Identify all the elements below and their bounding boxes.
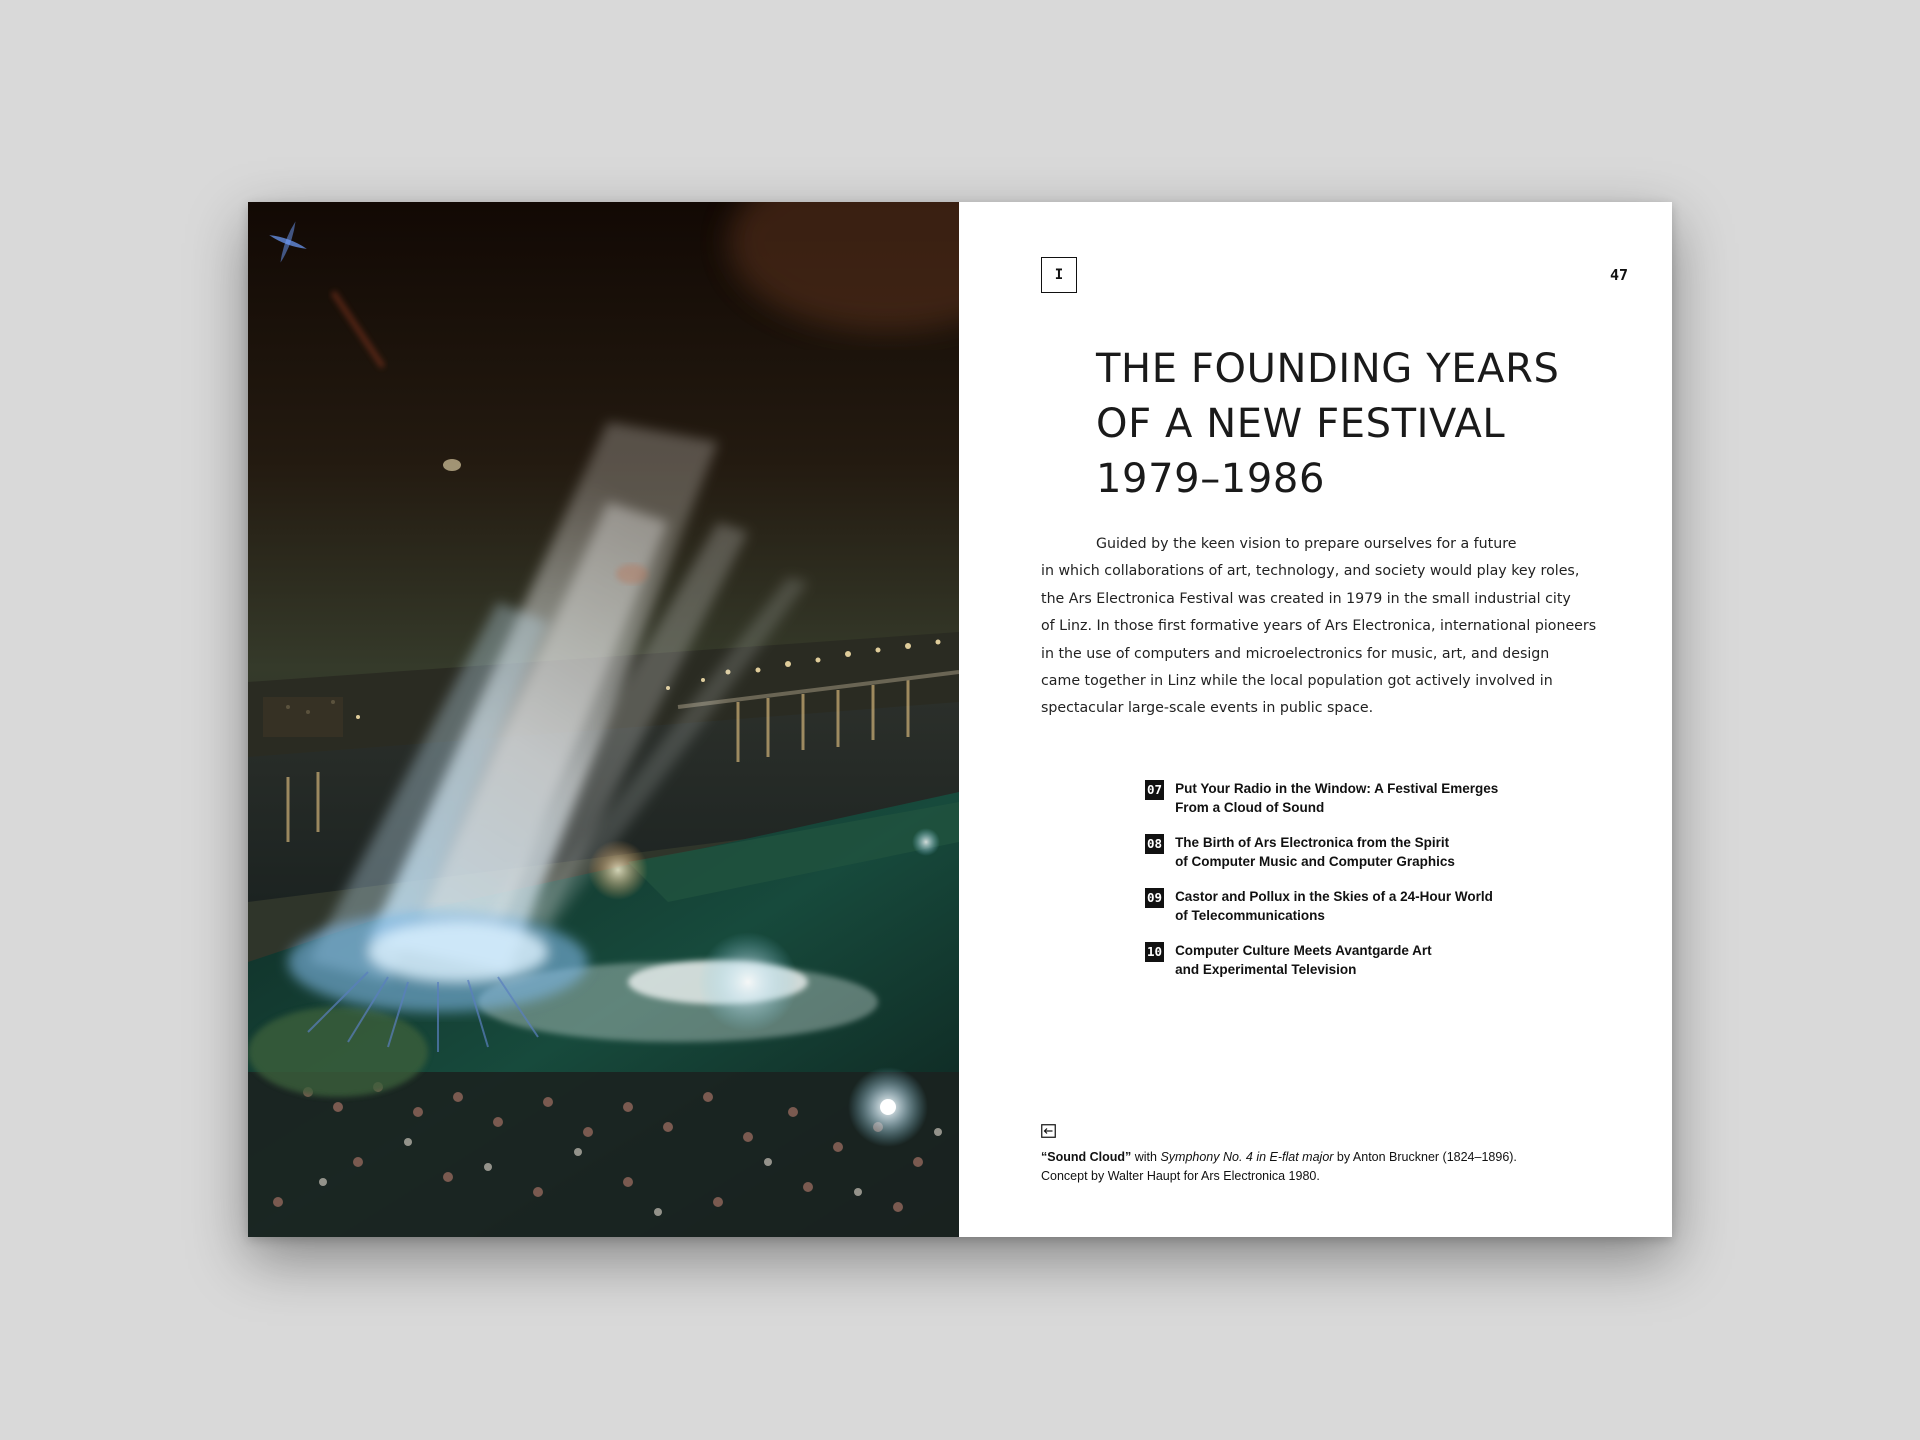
chapter-title (1096, 342, 1616, 507)
chapter-item-10 (1145, 942, 1565, 979)
chapter-item-09 (1145, 888, 1565, 925)
caption-line-2: Concept by Walter Haupt for Ars Electronica 1980. (1041, 1168, 1320, 1183)
intro-line: Guided by the keen vision to prepare ourselves for a future (1096, 536, 1517, 552)
title-line: THE FOUNDING YEARS (1096, 346, 1560, 392)
intro-line: the Ars Electronica Festival was created in 1979 in the small industrial city (1041, 590, 1571, 607)
chapter-title-line: The Birth of Ars Electronica from the Spirit (1175, 835, 1450, 850)
title-line: OF A NEW FESTIVAL (1096, 401, 1506, 447)
text-page (959, 202, 1672, 1237)
chapter-item-title (1175, 780, 1498, 817)
chapter-title-line: of Computer Music and Computer Graphics (1175, 853, 1455, 869)
intro-paragraph (1041, 531, 1601, 723)
arrow-left-icon (1041, 1124, 1056, 1138)
chapter-title-line: of Telecommunications (1175, 907, 1325, 923)
chapter-list (1145, 780, 1565, 996)
page-number: 47 (1609, 266, 1628, 284)
chapter-title-line: Computer Culture Meets Avantgarde Art (1175, 943, 1432, 958)
chapter-number-badge: 10 (1145, 942, 1164, 962)
intro-line: came together in Linz while the local population got actively involved in (1041, 673, 1553, 690)
chapter-title-line: From a Cloud of Sound (1175, 799, 1325, 815)
section-marker: I (1041, 257, 1077, 293)
intro-line: of Linz. In those first formative years of Ars Electronica, international pioneers (1041, 618, 1597, 635)
title-line: 1979–1986 (1096, 456, 1325, 502)
chapter-item-title (1175, 834, 1455, 871)
book-spread (248, 202, 1672, 1237)
festival-photo (248, 202, 959, 1237)
chapter-number-badge: 09 (1145, 888, 1164, 908)
chapter-number-badge: 07 (1145, 780, 1164, 800)
chapter-title-line: Put Your Radio in the Window: A Festival Emerges (1175, 781, 1499, 796)
caption-text: with (1131, 1150, 1161, 1164)
caption-symphony: Symphony No. 4 in E-flat major (1160, 1150, 1334, 1164)
intro-line: in the use of computers and microelectronics for music, art, and design (1041, 645, 1550, 662)
intro-line: in which collaborations of art, technology, and society would play key roles, (1041, 563, 1580, 580)
chapter-title-line: Castor and Pollux in the Skies of a 24-Hour World (1175, 889, 1493, 904)
chapter-item-07 (1145, 780, 1565, 817)
chapter-title-line: and Experimental Television (1175, 961, 1357, 977)
chapter-item-08 (1145, 834, 1565, 871)
intro-line: spectacular large-scale events in public space. (1041, 700, 1374, 717)
caption-line-1 (1041, 1148, 1641, 1167)
chapter-item-title (1175, 888, 1493, 925)
caption-text: by Anton Bruckner (1824–1896). (1333, 1150, 1517, 1164)
photo-caption (1041, 1148, 1641, 1185)
caption-work-title: “Sound Cloud” (1041, 1150, 1132, 1164)
chapter-number-badge: 08 (1145, 834, 1164, 854)
chapter-item-title (1175, 942, 1432, 979)
